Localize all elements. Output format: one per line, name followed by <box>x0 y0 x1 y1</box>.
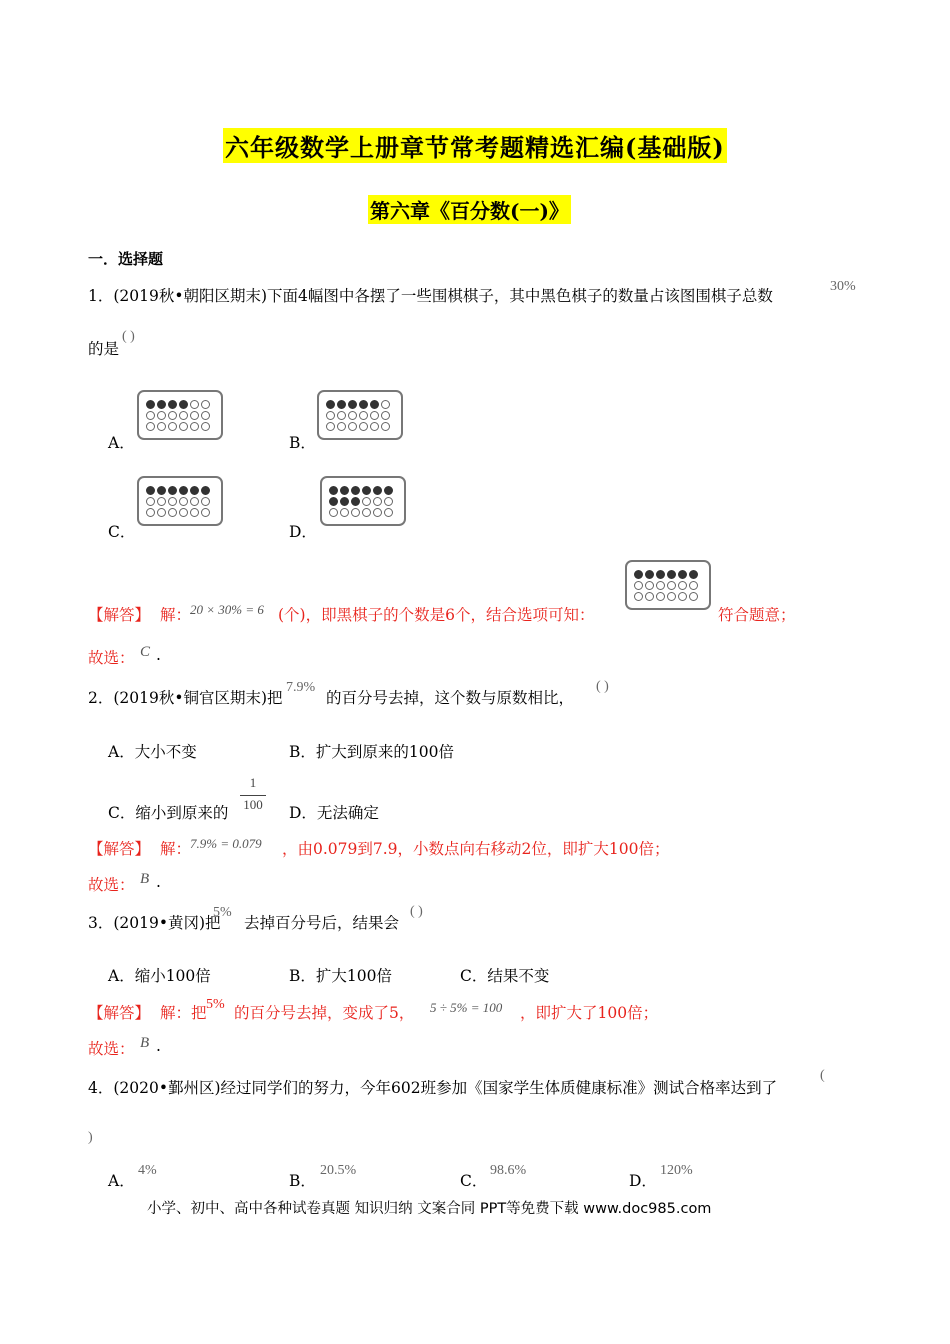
q3-answer-text-2: ，即扩大了100倍； <box>520 1004 659 1022</box>
black-stone <box>190 486 199 495</box>
q3-option-b: B．扩大100倍 <box>289 967 392 985</box>
white-stone <box>201 411 210 420</box>
white-stone <box>667 581 676 590</box>
black-stone <box>645 570 654 579</box>
white-stone <box>689 592 698 601</box>
q3-answer-percent: 5% <box>206 997 225 1012</box>
black-stone <box>351 497 360 506</box>
q1-answer-board <box>625 560 711 610</box>
q3-period: . <box>156 1037 161 1055</box>
white-stone <box>348 422 357 431</box>
q3-answer-text-1: 的百分号去掉，变成了5， <box>234 1004 415 1022</box>
black-stone <box>157 486 166 495</box>
white-stone <box>201 508 210 517</box>
question-4-paren-open: ( <box>820 1068 825 1083</box>
q2-period: . <box>156 873 161 891</box>
q1-choice: C <box>140 644 151 660</box>
q1-option-c-label: C． <box>108 523 136 541</box>
q2-answer-jie: 解： <box>160 840 192 858</box>
white-stone <box>337 411 346 420</box>
white-stone <box>337 422 346 431</box>
q2-option-c: C．缩小到原来的 <box>108 804 229 822</box>
question-4-paren-close: ) <box>88 1130 93 1145</box>
q3-answer-label: 【解答】 <box>88 1004 151 1022</box>
white-stone <box>329 508 338 517</box>
q3-option-a: A．缩小100倍 <box>108 967 211 985</box>
white-stone <box>348 411 357 420</box>
white-stone <box>146 508 155 517</box>
white-stone <box>146 411 155 420</box>
white-stone <box>201 400 210 409</box>
white-stone <box>168 497 177 506</box>
page-footer: 小学、初中、高中各种试卷真题 知识归纳 文案合同 PPT等免费下载 www.doc985.com <box>147 1201 712 1217</box>
q2-choice: B <box>140 871 150 887</box>
black-stone <box>370 400 379 409</box>
black-stone <box>340 486 349 495</box>
white-stone <box>351 508 360 517</box>
q4-option-a-label: A． <box>108 1172 135 1190</box>
q3-guxuan: 故选： <box>88 1040 135 1058</box>
white-stone <box>190 508 199 517</box>
q2-answer-label: 【解答】 <box>88 840 151 858</box>
question-2-percent: 7.9% <box>286 680 316 695</box>
white-stone <box>362 497 371 506</box>
white-stone <box>678 581 687 590</box>
white-stone <box>157 422 166 431</box>
q2-option-a: A．大小不变 <box>108 743 197 761</box>
black-stone <box>201 486 210 495</box>
white-stone <box>157 497 166 506</box>
q1-board-a <box>137 390 223 440</box>
white-stone <box>201 497 210 506</box>
q2-guxuan: 故选： <box>88 876 135 894</box>
black-stone <box>168 400 177 409</box>
q2-option-b: B．扩大到原来的100倍 <box>289 743 454 761</box>
white-stone <box>157 508 166 517</box>
white-stone <box>689 581 698 590</box>
white-stone <box>190 411 199 420</box>
q1-answer-label: 【解答】 <box>88 606 151 624</box>
question-4-text: 4．(2020•鄞州区)经过同学们的努力，今年602班参加《国家学生体质健康标准》测试合格率达到了 <box>88 1079 778 1097</box>
white-stone <box>340 508 349 517</box>
white-stone <box>645 592 654 601</box>
question-2-text-2: 的百分号去掉，这个数与原数相比， <box>326 689 575 707</box>
white-stone <box>179 497 188 506</box>
white-stone <box>656 592 665 601</box>
white-stone <box>384 508 393 517</box>
q2-fraction-numerator: 1 <box>249 775 257 790</box>
document-title: 六年级数学上册章节常考题精选汇编(基础版) <box>223 128 727 163</box>
black-stone <box>348 400 357 409</box>
white-stone <box>373 497 382 506</box>
black-stone <box>373 486 382 495</box>
question-3-percent: 5% <box>213 905 232 920</box>
white-stone <box>370 411 379 420</box>
q4-option-c-value: 98.6% <box>490 1163 527 1178</box>
white-stone <box>326 411 335 420</box>
white-stone <box>168 508 177 517</box>
black-stone <box>146 486 155 495</box>
white-stone <box>179 411 188 420</box>
q2-answer-math: 7.9% = 0.079 <box>190 836 262 851</box>
black-stone <box>179 486 188 495</box>
white-stone <box>634 581 643 590</box>
q4-option-d-label: D． <box>629 1172 657 1190</box>
black-stone <box>168 486 177 495</box>
question-2-paren: ( ) <box>596 679 609 694</box>
q1-option-a-label: A． <box>108 434 135 452</box>
q1-board-d <box>320 476 406 526</box>
white-stone <box>190 422 199 431</box>
black-stone <box>359 400 368 409</box>
white-stone <box>645 581 654 590</box>
question-1-paren: ( ) <box>122 329 135 344</box>
question-1-percent: 30% <box>830 279 856 294</box>
q2-fraction-bar <box>240 795 266 796</box>
white-stone <box>157 411 166 420</box>
question-2-text: 2．(2019秋•铜官区期末)把 <box>88 689 283 707</box>
white-stone <box>634 592 643 601</box>
q4-option-a-value: 4% <box>138 1163 157 1178</box>
white-stone <box>381 411 390 420</box>
black-stone <box>384 486 393 495</box>
q1-board-b <box>317 390 403 440</box>
question-3-text-2: 去掉百分号后，结果会 <box>244 914 400 932</box>
black-stone <box>362 486 371 495</box>
q1-board-c <box>137 476 223 526</box>
white-stone <box>381 422 390 431</box>
white-stone <box>190 497 199 506</box>
q4-option-b-label: B． <box>289 1172 316 1190</box>
white-stone <box>384 497 393 506</box>
q1-answer-jie: 解： <box>160 606 192 624</box>
white-stone <box>201 422 210 431</box>
white-stone <box>381 400 390 409</box>
white-stone <box>362 508 371 517</box>
white-stone <box>667 592 676 601</box>
q4-option-c-label: C． <box>460 1172 488 1190</box>
q1-period: . <box>156 646 161 664</box>
white-stone <box>370 422 379 431</box>
q2-fraction-denominator: 100 <box>243 797 263 812</box>
q3-option-c: C．结果不变 <box>460 967 550 985</box>
q1-answer-text: (个)，即黑棋子的个数是6个，结合选项可知： <box>278 606 595 624</box>
q1-guxuan: 故选： <box>88 649 135 667</box>
white-stone <box>146 497 155 506</box>
white-stone <box>168 411 177 420</box>
black-stone <box>179 400 188 409</box>
black-stone <box>634 570 643 579</box>
q1-option-b-label: B． <box>289 434 316 452</box>
question-3-text: 3．(2019•黄冈)把 <box>88 914 221 932</box>
q3-answer-math: 5 ÷ 5% = 100 <box>430 1000 503 1015</box>
question-1-text: 1．(2019秋•朝阳区期末)下面4幅图中各摆了一些围棋棋子，其中黑色棋子的数量占该图围棋子总数 <box>88 287 773 305</box>
black-stone <box>689 570 698 579</box>
q4-option-b-value: 20.5% <box>320 1163 357 1178</box>
q2-option-d: D．无法确定 <box>289 804 379 822</box>
black-stone <box>146 400 155 409</box>
chapter-title: 第六章《百分数(一)》 <box>368 195 571 224</box>
q1-answer-math: 20 × 30% = 6 <box>190 602 264 617</box>
section-heading: 一．选择题 <box>88 250 164 268</box>
q3-choice: B <box>140 1035 150 1051</box>
white-stone <box>678 592 687 601</box>
white-stone <box>373 508 382 517</box>
white-stone <box>190 400 199 409</box>
q1-option-d-label: D． <box>289 523 317 541</box>
white-stone <box>179 508 188 517</box>
black-stone <box>351 486 360 495</box>
black-stone <box>340 497 349 506</box>
black-stone <box>337 400 346 409</box>
black-stone <box>667 570 676 579</box>
white-stone <box>656 581 665 590</box>
white-stone <box>359 411 368 420</box>
q1-answer-end: 符合题意； <box>718 606 796 624</box>
white-stone <box>146 422 155 431</box>
black-stone <box>678 570 687 579</box>
q3-answer-jie: 解：把 <box>160 1004 207 1022</box>
question-3-paren: ( ) <box>410 904 423 919</box>
q2-answer-text: ，由0.079到7.9，小数点向右移动2位，即扩大100倍； <box>282 840 670 858</box>
black-stone <box>329 497 338 506</box>
question-1-text-2: 的是 <box>88 340 120 358</box>
black-stone <box>157 400 166 409</box>
white-stone <box>326 422 335 431</box>
white-stone <box>179 422 188 431</box>
white-stone <box>359 422 368 431</box>
black-stone <box>326 400 335 409</box>
black-stone <box>656 570 665 579</box>
black-stone <box>329 486 338 495</box>
q4-option-d-value: 120% <box>660 1163 693 1178</box>
white-stone <box>168 422 177 431</box>
